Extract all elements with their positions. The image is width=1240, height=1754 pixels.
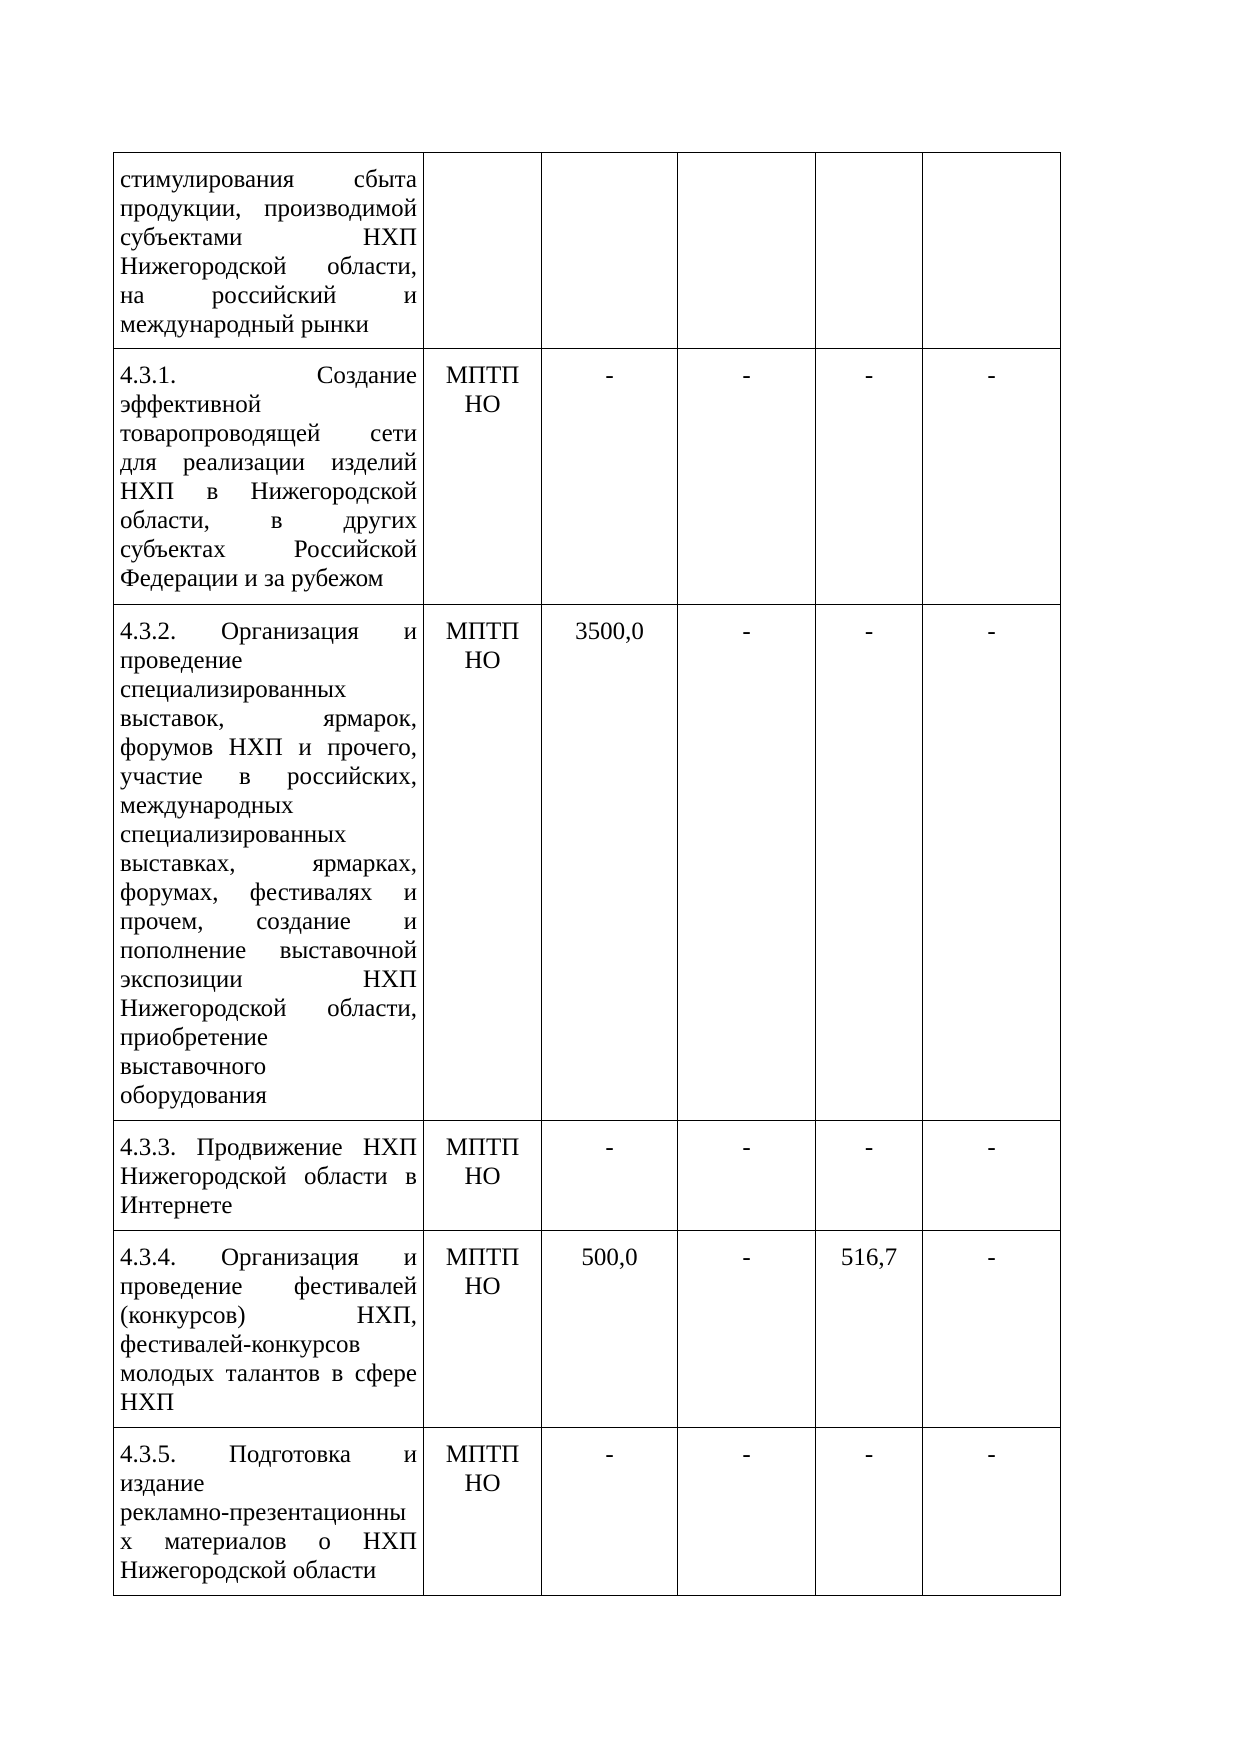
value-cell: - <box>678 349 816 605</box>
activity-text-line: продукции, производимой <box>120 195 417 222</box>
activity-text-line: специализированных <box>120 676 347 703</box>
value-cell: - <box>816 605 923 1121</box>
activity-text-line: 4.3.2. Организация и <box>120 618 417 645</box>
activity-cell <box>114 153 424 349</box>
activity-text-line: Нижегородской области, <box>120 253 417 280</box>
activity-text-line: выставок, ярмарок, <box>120 705 417 732</box>
activity-text-line: Федерации и за рубежом <box>120 565 384 592</box>
activity-text-line: пополнение выставочной <box>120 937 417 964</box>
executor-text: МПТП <box>445 362 520 389</box>
executor-cell <box>424 153 542 349</box>
value-cell: - <box>542 349 678 605</box>
activity-text-line: форумов НХП и прочего, <box>120 734 417 761</box>
activity-text-line: субъектами НХП <box>120 224 417 251</box>
activity-text-line: для реализации изделий <box>120 449 417 476</box>
activity-text-line: Нижегородской области, <box>120 995 417 1022</box>
value-cell: - <box>542 1121 678 1231</box>
activity-text-line: международный рынки <box>120 311 369 338</box>
activity-cell <box>114 1231 424 1428</box>
activity-text-line: Нижегородской области в <box>120 1163 417 1190</box>
value-cell: - <box>678 1428 816 1596</box>
activity-text-line: Нижегородской области <box>120 1557 377 1584</box>
executor-text: НО <box>464 647 501 674</box>
activity-cell <box>114 1121 424 1231</box>
value-cell: - <box>923 605 1061 1121</box>
executor-cell <box>424 1121 542 1231</box>
value-cell <box>678 153 816 349</box>
executor-cell <box>424 1231 542 1428</box>
activity-text-line: (конкурсов) НХП, <box>120 1302 417 1329</box>
executor-text: НО <box>464 1163 501 1190</box>
activity-text-line: выставках, ярмарках, <box>120 850 417 877</box>
value-cell: - <box>923 1121 1061 1231</box>
activity-text-line: молодых талантов в сфере <box>120 1360 417 1387</box>
value-cell: - <box>678 605 816 1121</box>
activity-cell <box>114 349 424 605</box>
activity-text-line: экспозиции НХП <box>120 966 417 993</box>
executor-text: МПТП <box>445 1441 520 1468</box>
executor-text: НО <box>464 391 501 418</box>
table-row <box>114 153 1061 349</box>
activity-text-line: проведение <box>120 647 243 674</box>
activity-cell <box>114 605 424 1121</box>
activity-text-line: х материалов о НХП <box>120 1528 417 1555</box>
activity-text-line: форумах, фестивалях и <box>120 879 417 906</box>
activity-text-line: участие в российских, <box>120 763 417 790</box>
activity-text-line: стимулирования сбыта <box>120 166 417 193</box>
activity-text-line: оборудования <box>120 1082 267 1109</box>
activity-text-line: 4.3.1. Создание <box>120 362 417 389</box>
activity-text-line: проведение фестивалей <box>120 1273 417 1300</box>
value-cell: 500,0 <box>542 1231 678 1428</box>
activity-text-line: фестивалей-конкурсов <box>120 1331 361 1358</box>
value-cell: - <box>816 349 923 605</box>
executor-cell <box>424 349 542 605</box>
activity-text-line: товаропроводящей сети <box>120 420 417 447</box>
value-cell: - <box>816 1121 923 1231</box>
activity-cell <box>114 1428 424 1596</box>
value-cell: - <box>923 1231 1061 1428</box>
table-row <box>114 605 1061 1121</box>
value-cell: - <box>678 1121 816 1231</box>
activity-text-line: рекламно-презентационны <box>120 1499 407 1526</box>
activity-text-line: международных <box>120 792 294 819</box>
executor-text: МПТП <box>445 1134 520 1161</box>
table-row <box>114 1231 1061 1428</box>
table-row <box>114 349 1061 605</box>
value-cell <box>816 153 923 349</box>
value-cell: - <box>678 1231 816 1428</box>
value-cell: - <box>816 1428 923 1596</box>
value-cell: 3500,0 <box>542 605 678 1121</box>
table-row <box>114 1121 1061 1231</box>
activity-text-line: Интернете <box>120 1192 233 1219</box>
value-cell <box>923 153 1061 349</box>
executor-text: НО <box>464 1470 501 1497</box>
activity-text-line: субъектах Российской <box>120 536 417 563</box>
activity-text-line: 4.3.5. Подготовка и <box>120 1441 417 1468</box>
executor-text: НО <box>464 1273 501 1300</box>
activity-text-line: прочем, создание и <box>120 908 417 935</box>
activity-text-line: НХП <box>120 1389 175 1416</box>
executor-text: МПТП <box>445 1244 520 1271</box>
value-cell: - <box>923 1428 1061 1596</box>
activity-text-line: эффективной <box>120 391 262 418</box>
value-cell <box>542 153 678 349</box>
activity-text-line: приобретение <box>120 1024 268 1051</box>
activity-text-line: издание <box>120 1470 205 1497</box>
value-cell: - <box>923 349 1061 605</box>
activity-text-line: 4.3.3. Продвижение НХП <box>120 1134 417 1161</box>
executor-cell <box>424 605 542 1121</box>
table-row <box>114 1428 1061 1596</box>
activity-text-line: выставочного <box>120 1053 267 1080</box>
activity-text-line: НХП в Нижегородской <box>120 478 417 505</box>
value-cell: - <box>542 1428 678 1596</box>
activity-text-line: на российский и <box>120 282 417 309</box>
activity-text-line: 4.3.4. Организация и <box>120 1244 417 1271</box>
value-cell: 516,7 <box>816 1231 923 1428</box>
executor-cell <box>424 1428 542 1596</box>
executor-text: МПТП <box>445 618 520 645</box>
activity-text-line: области, в других <box>120 507 417 534</box>
activity-text-line: специализированных <box>120 821 347 848</box>
budget-table <box>113 152 1061 1596</box>
